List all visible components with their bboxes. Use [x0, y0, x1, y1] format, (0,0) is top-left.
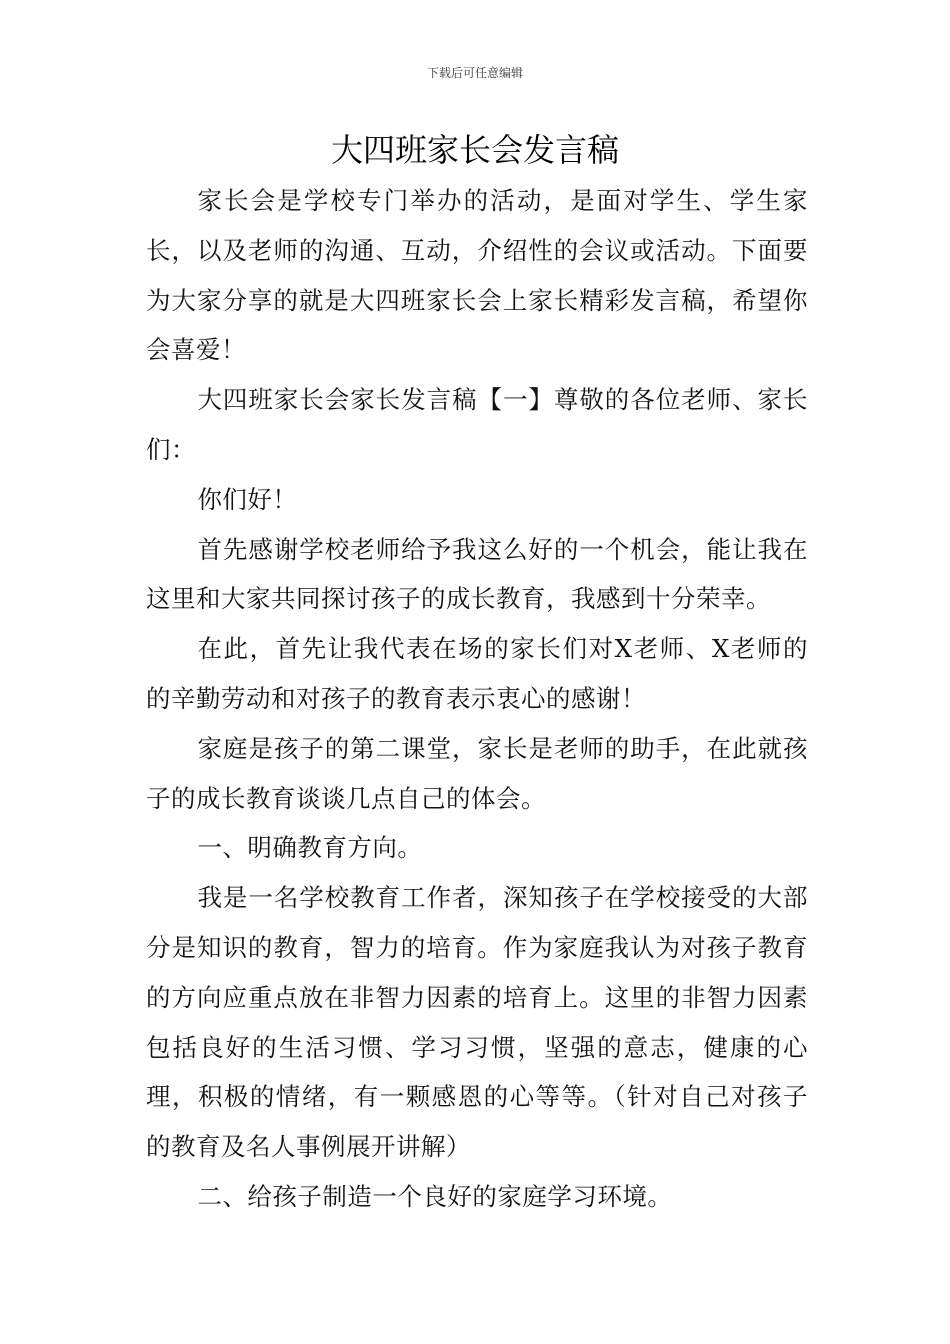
paragraph-gratitude: 在此，首先让我代表在场的家长们对X老师、X老师的的辛勤劳动和对孩子的教育表示衷心的感谢！ — [146, 634, 808, 713]
paragraph-family: 家庭是孩子的第二课堂，家长是老师的助手，在此就孩子的成长教育谈谈几点自己的体会。 — [146, 733, 808, 813]
paragraph-greeting: 你们好！ — [197, 484, 298, 514]
paragraph-section-1-body: 我是一名学校教育工作者，深知孩子在学校接受的大部分是知识的教育，智力的培育。作为家庭我认为对孩子教育的方向应重点放在非智力因素的培育上。这里的非智力因素包括良好的生活习惯、学习习惯，坚强的意志，健康的心理，积极的情绪，有一颗感恩的心等等。（针对自己对孩子的教育及名人事例展开讲解） — [146, 883, 808, 1162]
paragraph-thanks: 首先感谢学校老师给予我这么好的一个机会，能让我在这里和大家共同探讨孩子的成长教育，我感到十分荣幸。 — [146, 534, 808, 614]
paragraph-speech-heading: 大四班家长会家长发言稿【一】尊敬的各位老师、家长们： — [146, 385, 808, 464]
paragraph-intro: 家长会是学校专门举办的活动，是面对学生、学生家长，以及老师的沟通、互动，介绍性的会议或活动。下面要为大家分享的就是大四班家长会上家长精彩发言稿，希望你会喜爱！ — [146, 186, 808, 365]
document-body — [146, 176, 808, 1222]
paragraph-section-1-heading: 一、明确教育方向。 — [197, 833, 423, 863]
paragraph-section-2-heading: 二、给孩子制造一个良好的家庭学习环境。 — [197, 1181, 673, 1211]
page-header: 下载后可任意编辑 — [426, 66, 523, 80]
document-title: 大四班家长会发言稿 — [330, 131, 619, 169]
